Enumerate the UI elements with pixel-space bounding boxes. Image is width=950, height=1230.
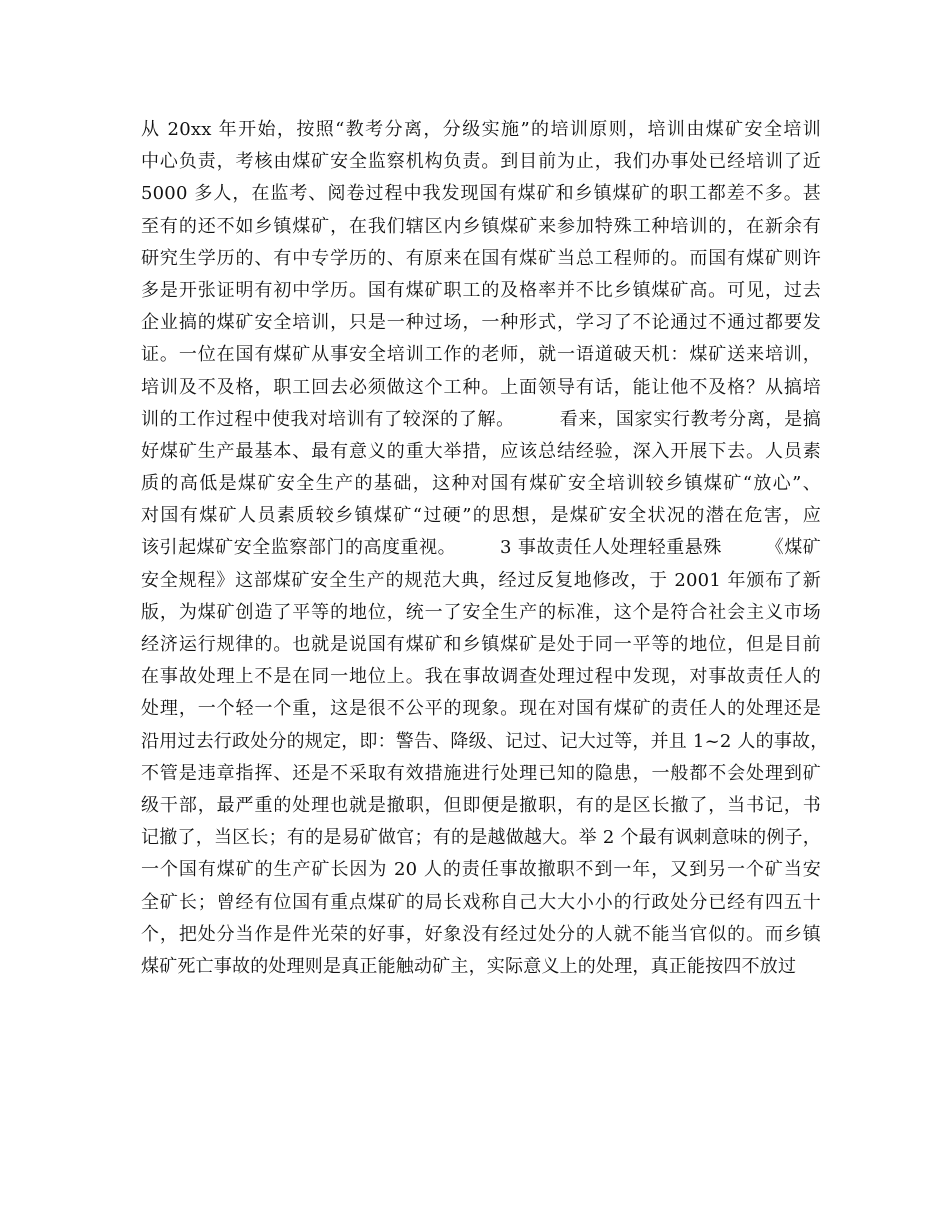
- text-line: 至有的还不如乡镇煤矿，在我们辖区内乡镇煤矿来参加特殊工种培训的，在新余有: [141, 215, 821, 237]
- text-line: 在事故处理上不是在同一地位上。我在事故调查处理过程中发现，对事故责任人的: [141, 666, 821, 688]
- text-line: 研究生学历的、有中专学历的、有原来在国有煤矿当总工程师的。而国有煤矿则许: [141, 247, 821, 269]
- text-line: 好煤矿生产最基本、最有意义的重大举措，应该总结经验，深入开展下去。人员素: [141, 440, 821, 462]
- text-line: 证。一位在国有煤矿从事安全培训工作的老师，就一语道破天机：煤矿送来培训，: [141, 344, 821, 366]
- body-text: [141, 114, 829, 983]
- text-line: 处理，一个轻一个重，这是很不公平的现象。现在对国有煤矿的责任人的处理还是: [141, 698, 821, 720]
- text-line: 对国有煤矿人员素质较乡镇煤矿“过硬”的思想，是煤矿安全状况的潜在危害，应: [141, 505, 821, 527]
- text-line: 企业搞的煤矿安全培训，只是一种过场，一种形式，学习了不论通过不通过都要发: [141, 312, 821, 334]
- text-line: 不管是违章指挥、还是不采取有效措施进行处理已知的隐患，一般都不会处理到矿: [141, 762, 821, 784]
- text-line: 全矿长；曾经有位国有重点煤矿的局长戏称自己大大小小的行政处分已经有四五十: [141, 891, 821, 913]
- text-line: 5000 多人，在监考、阅卷过程中我发现国有煤矿和乡镇煤矿的职工都差不多。甚: [141, 183, 821, 205]
- text-line: 级干部，最严重的处理也就是撤职，但即便是撤职，有的是区长撤了，当书记，书: [141, 794, 821, 816]
- text-line: 该引起煤矿安全监察部门的高度重视。 3 事故责任人处理轻重悬殊 《煤矿: [141, 537, 821, 559]
- text-line: 版，为煤矿创造了平等的地位，统一了安全生产的标准，这个是符合社会主义市场: [141, 601, 821, 623]
- text-line: 经济运行规律的。也就是说国有煤矿和乡镇煤矿是处于同一平等的地位，但是目前: [141, 634, 821, 655]
- text-line: 培训及不及格，职工回去必须做这个工种。上面领导有话，能让他不及格？从搞培: [141, 376, 821, 398]
- text-line: 记撤了，当区长；有的是易矿做官；有的是越做越大。举 2 个最有讽刺意味的例子，: [141, 827, 821, 849]
- text-line: 多是开张证明有初中学历。国有煤矿职工的及格率并不比乡镇煤矿高。可见，过去: [141, 279, 821, 301]
- text-line: 训的工作过程中使我对培训有了较深的了解。 看来，国家实行教考分离，是搞: [141, 408, 821, 430]
- text-line: 中心负责，考核由煤矿安全监察机构负责。到目前为止，我们办事处已经培训了近: [141, 151, 821, 173]
- text-line: 沿用过去行政处分的规定，即：警告、降级、记过、记大过等，并且 1~2 人的事故，: [141, 730, 829, 752]
- text-line: 煤矿死亡事故的处理则是真正能触动矿主，实际意义上的处理，真正能按四不放过: [141, 955, 797, 977]
- text-line: 安全规程》这部煤矿安全生产的规范大典，经过反复地修改，于 2001 年颁布了新: [141, 569, 821, 591]
- text-line: 从 20xx 年开始，按照“教考分离，分级实施”的培训原则，培训由煤矿安全培训: [141, 119, 821, 140]
- text-line: 质的高低是煤矿安全生产的基础，这种对国有煤矿安全培训较乡镇煤矿“放心”、: [141, 473, 821, 495]
- text-line: 个，把处分当作是件光荣的好事，好象没有经过处分的人就不能当官似的。而乡镇: [141, 923, 821, 945]
- text-line: 一个国有煤矿的生产矿长因为 20 人的责任事故撤职不到一年，又到另一个矿当安: [141, 859, 821, 881]
